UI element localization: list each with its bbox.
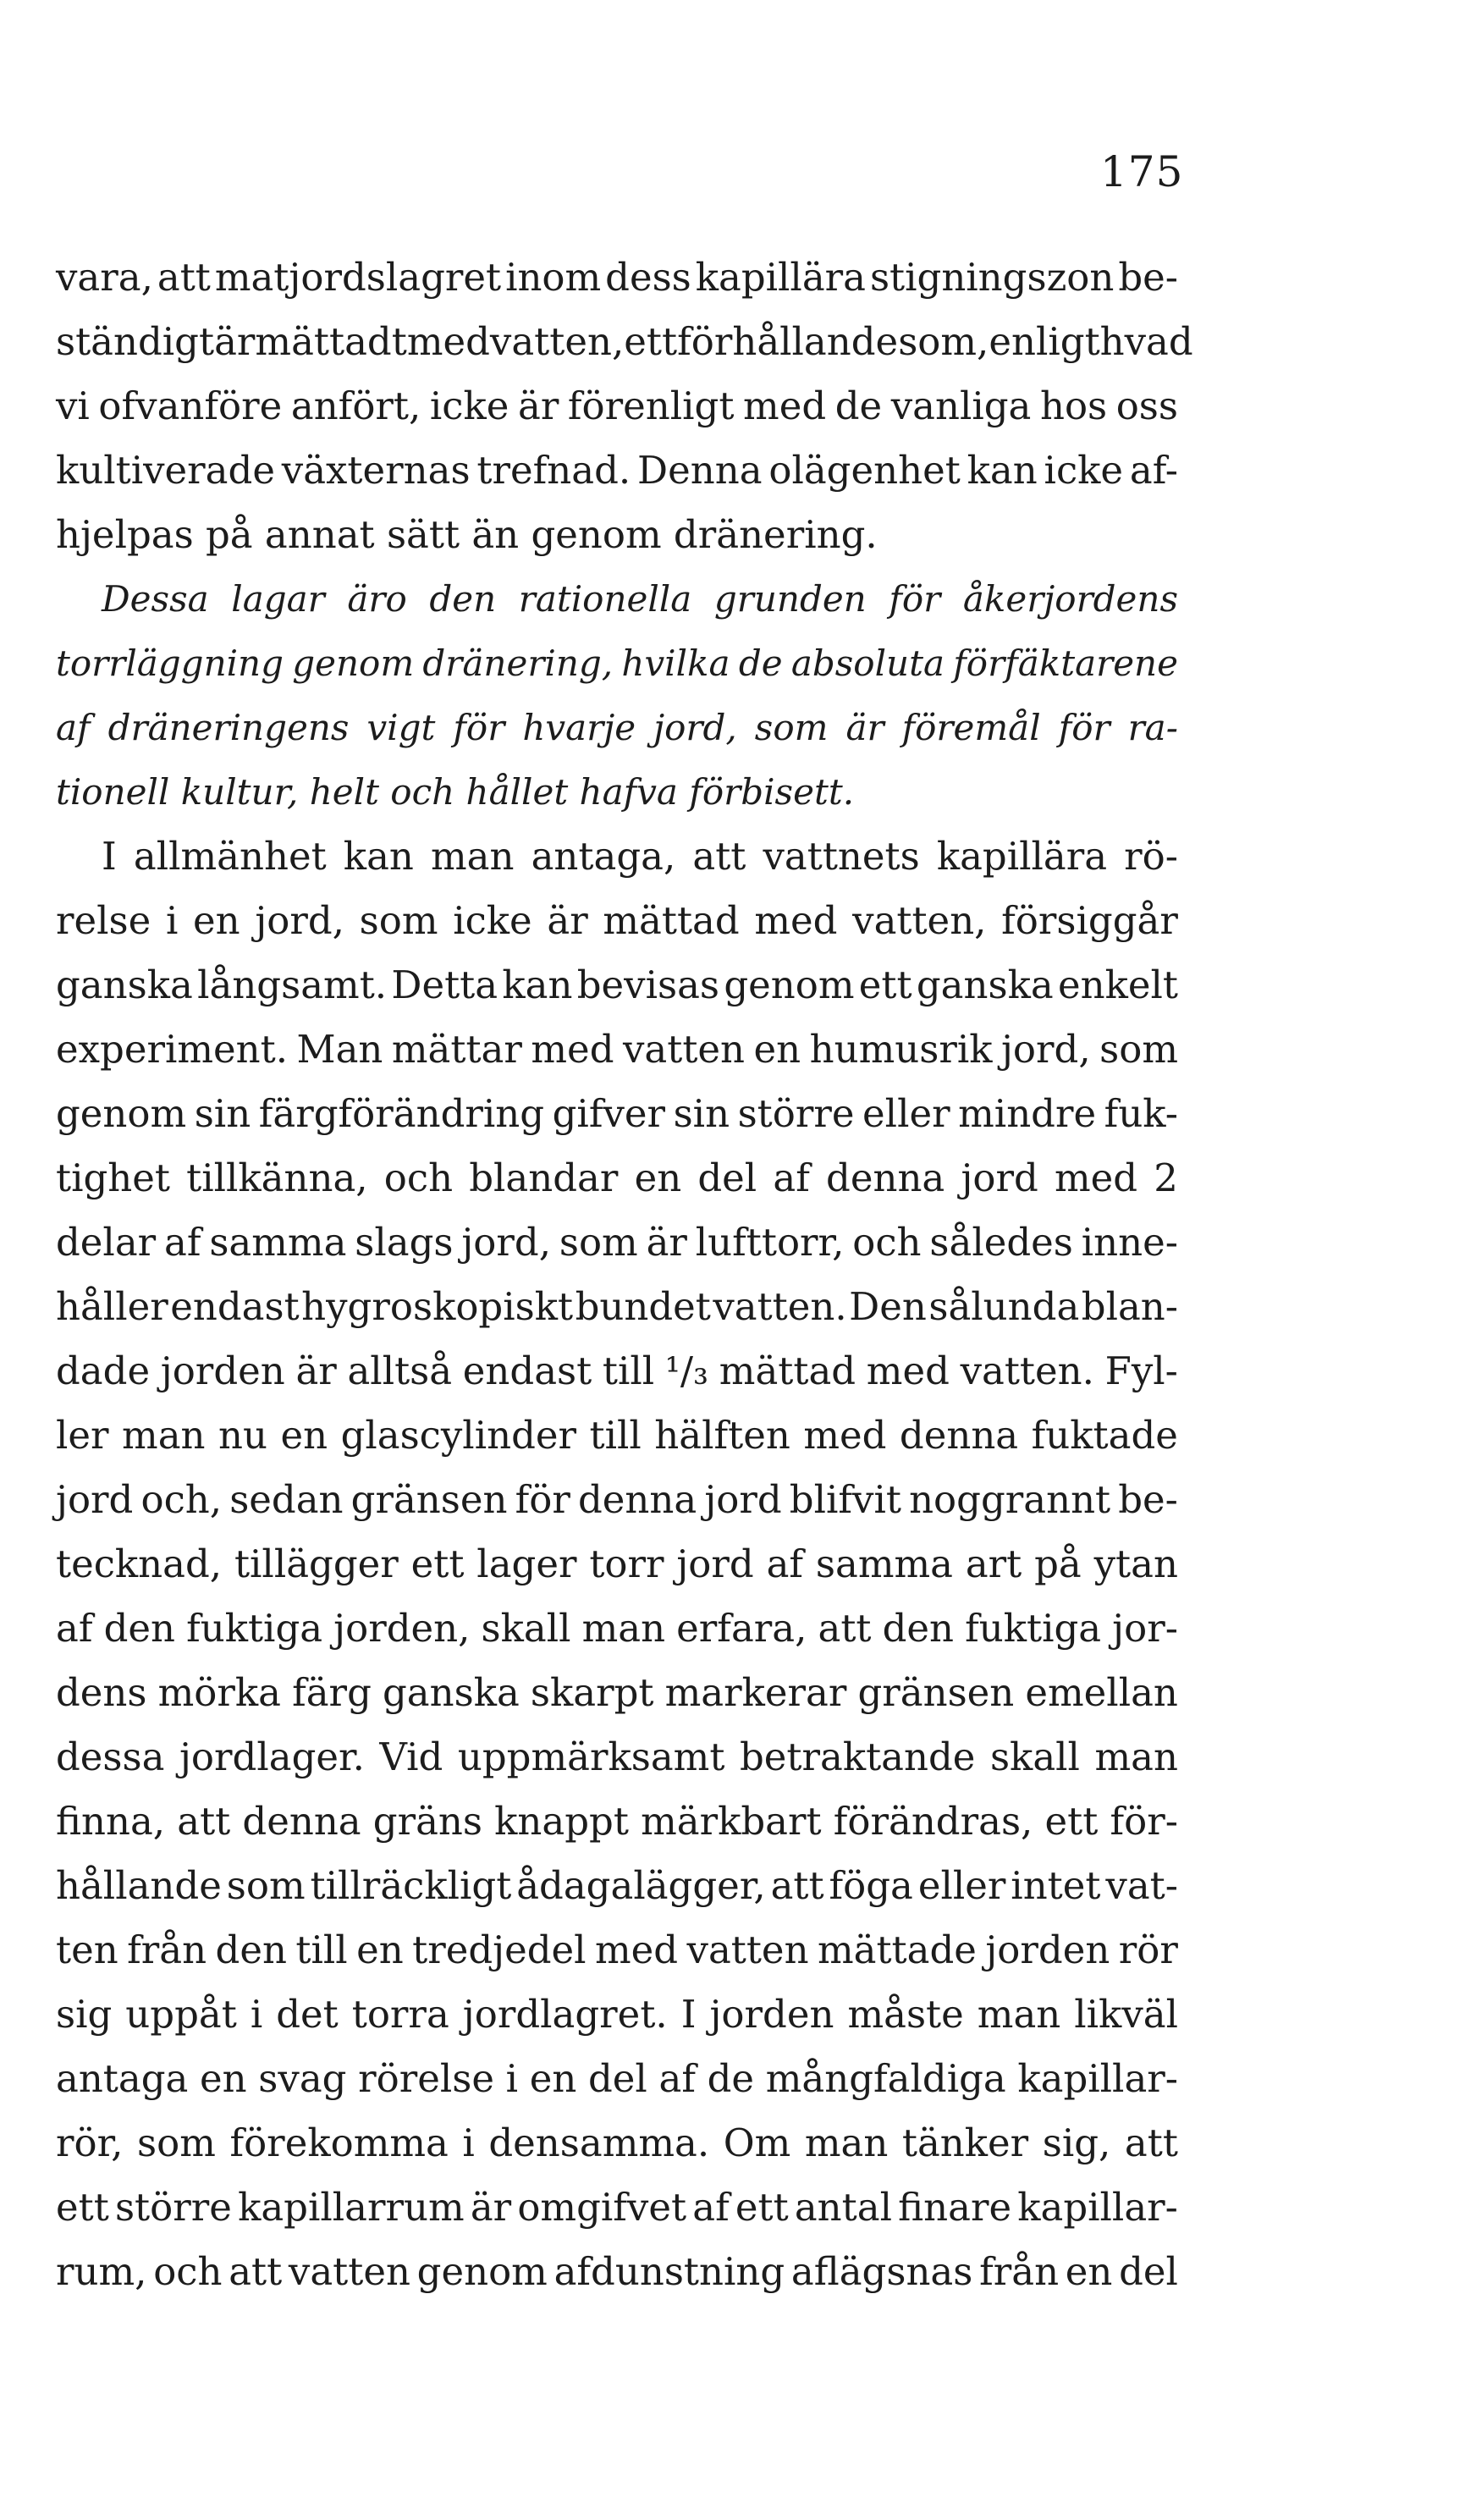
text-line: genom sin färgförändring gifver sin större eller mindre fuk- (56, 1091, 1178, 1136)
text-line: ten från den till en tredjedel med vatten mättade jorden rör (56, 1927, 1178, 1972)
text-line: vara, att matjordslagret inom dess kapillära stigningszon be- (56, 255, 1178, 300)
text-line: vi ofvanföre anfört, icke är förenligt med de vanliga hos oss (56, 383, 1178, 428)
text-line: sig uppåt i det torra jordlagret. I jorden måste man likväl (56, 1992, 1178, 2037)
text-line: af den fuktiga jorden, skall man erfara, att den fuktiga jor- (56, 1606, 1178, 1651)
text-line: I allmänhet kan man antaga, att vattnets kapillära rö- (102, 834, 1178, 879)
text-line: antaga en svag rörelse i en del af de mångfaldiga kapillar- (56, 2056, 1178, 2101)
text-line: ständigt är mättadt med vatten, ett förhållande som, enligt hvad (56, 319, 1193, 364)
text-line: jord och, sedan gränsen för denna jord blifvit noggrannt be- (56, 1477, 1178, 1522)
text-line: delar af samma slags jord, som är lufttorr, och således inne- (56, 1220, 1178, 1265)
text-line: experiment. Man mättar med vatten en humusrik jord, som (56, 1027, 1178, 1072)
italic-text-line: tionell kultur, helt och hållet hafva förbisett. (56, 771, 855, 813)
body-text (56, 245, 1193, 2304)
text-line: relse i en jord, som icke är mättad med vatten, försiggår (56, 898, 1178, 943)
italic-text-line: torrläggning genom dränering, hvilka de absoluta förfäktarene (56, 642, 1178, 684)
text-line: hjelpas på annat sätt än genom dränering. (56, 512, 878, 557)
text-line: hållande som tillräckligt ådagalägger, att föga eller intet vat- (56, 1863, 1178, 1908)
page-number: 175 (1100, 147, 1184, 196)
text-line: rör, som förekomma i densamma. Om man tänker sig, att (56, 2120, 1178, 2165)
text-line: dade jorden är alltså endast till ¹/₃ mättad med vatten. Fyl- (56, 1348, 1178, 1393)
text-line: ganska långsamt. Detta kan bevisas genom ett ganska enkelt (56, 962, 1178, 1007)
text-line: dessa jordlager. Vid uppmärksamt betraktande skall man (56, 1734, 1178, 1779)
text-line: tighet tillkänna, och blandar en del af denna jord med 2 (56, 1155, 1178, 1200)
text-line: ett större kapillarrum är omgifvet af ett antal finare kapillar- (56, 2185, 1178, 2230)
text-line: tecknad, tillägger ett lager torr jord af samma art på ytan (56, 1541, 1178, 1586)
text-line: kultiverade växternas trefnad. Denna olägenhet kan icke af- (56, 448, 1178, 493)
text-line: finna, att denna gräns knappt märkbart förändras, ett för- (56, 1799, 1178, 1844)
text-line: håller endast hygroskopiskt bundet vatten. Den sålunda blan- (56, 1284, 1178, 1329)
text-line: dens mörka färg ganska skarpt markerar gränsen emellan (56, 1670, 1178, 1715)
text-line: rum, och att vatten genom afdunstning aflägsnas från en del (56, 2249, 1178, 2294)
italic-text-line: Dessa lagar äro den rationella grunden för åkerjordens (102, 578, 1178, 620)
italic-text-line: af dräneringens vigt för hvarje jord, som är föremål för ra- (56, 707, 1178, 748)
text-line: ler man nu en glascylinder till hälften med denna fuktade (56, 1413, 1178, 1458)
